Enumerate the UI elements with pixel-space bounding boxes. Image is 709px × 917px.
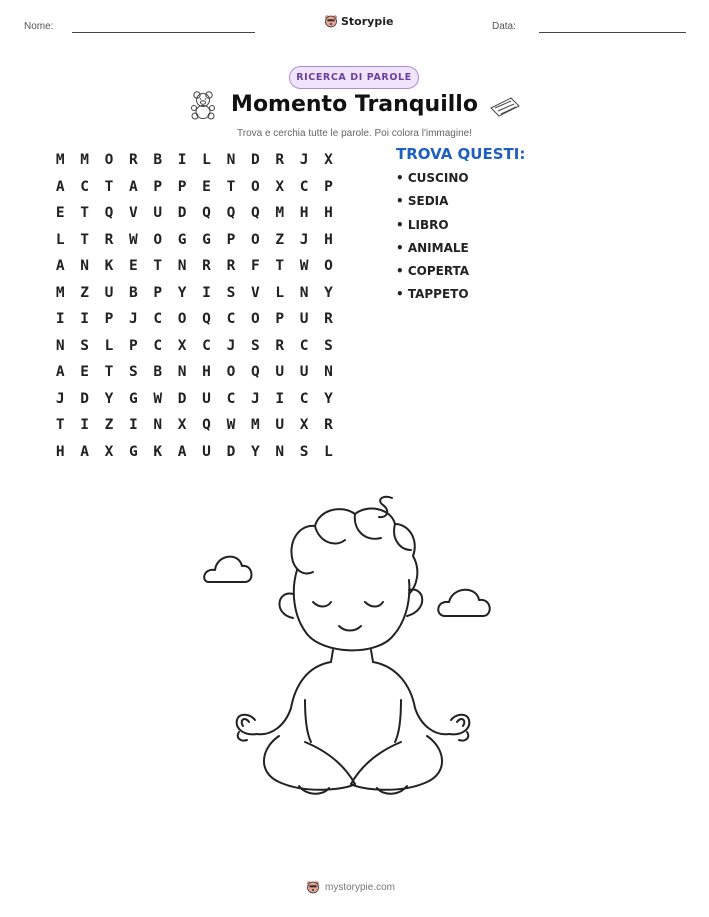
date-line[interactable] bbox=[539, 32, 686, 33]
grid-letter[interactable]: C bbox=[153, 337, 163, 354]
grid-letter[interactable]: O bbox=[226, 364, 236, 381]
word-item: • COPERTA bbox=[396, 264, 470, 279]
word-item: • ANIMALE bbox=[396, 240, 469, 255]
grid-letter[interactable]: A bbox=[177, 443, 187, 460]
grid-letter[interactable]: Z bbox=[80, 284, 89, 301]
grid-letter[interactable]: G bbox=[129, 390, 138, 407]
grid-letter[interactable]: P bbox=[153, 178, 163, 195]
grid-letter[interactable]: D bbox=[250, 152, 260, 169]
grid-letter[interactable]: Y bbox=[104, 390, 114, 407]
grid-letter[interactable]: R bbox=[226, 258, 236, 275]
grid-letter[interactable]: A bbox=[129, 178, 138, 195]
grid-letter[interactable]: S bbox=[250, 337, 260, 354]
grid-letter[interactable]: U bbox=[299, 311, 309, 328]
grid-letter[interactable]: B bbox=[153, 152, 163, 169]
grid-letter[interactable]: N bbox=[177, 258, 187, 275]
name-line[interactable] bbox=[72, 32, 255, 33]
word-item: • SEDIA bbox=[396, 194, 449, 209]
grid-letter[interactable]: S bbox=[324, 337, 333, 354]
grid-letter[interactable]: U bbox=[202, 443, 211, 460]
grid-letter[interactable]: W bbox=[226, 417, 236, 434]
grid-letter[interactable]: X bbox=[104, 443, 114, 460]
grid-letter[interactable]: M bbox=[55, 284, 65, 301]
grid-letter[interactable]: A bbox=[55, 258, 65, 275]
grid-letter[interactable]: D bbox=[80, 390, 89, 407]
grid-letter[interactable]: O bbox=[250, 311, 260, 328]
grid-letter[interactable]: Y bbox=[177, 284, 187, 301]
grid-letter[interactable]: C bbox=[153, 311, 163, 328]
grid-letter[interactable]: O bbox=[324, 258, 333, 275]
grid-letter[interactable]: Z bbox=[275, 231, 285, 248]
grid-letter[interactable]: S bbox=[299, 443, 309, 460]
grid-letter[interactable]: N bbox=[226, 152, 236, 169]
grid-letter[interactable]: Y bbox=[324, 284, 333, 301]
grid-letter[interactable]: Y bbox=[324, 390, 333, 407]
grid-letter[interactable]: Q bbox=[250, 205, 260, 222]
grid-letter[interactable]: Q bbox=[104, 205, 114, 222]
blanket-icon bbox=[489, 96, 521, 118]
grid-letter[interactable]: T bbox=[275, 258, 285, 275]
grid-letter[interactable]: U bbox=[104, 284, 114, 301]
instructions: Trova e cerchia tutte le parole. Poi colora l'immagine! bbox=[237, 128, 472, 139]
grid-letter[interactable]: X bbox=[324, 152, 333, 169]
grid-letter[interactable]: X bbox=[299, 417, 309, 434]
grid-letter[interactable]: P bbox=[226, 231, 236, 248]
grid-letter[interactable]: Y bbox=[250, 443, 260, 460]
grid-letter[interactable]: U bbox=[153, 205, 163, 222]
grid-letter[interactable]: J bbox=[226, 337, 236, 354]
grid-letter[interactable]: H bbox=[202, 364, 211, 381]
grid-letter[interactable]: B bbox=[129, 284, 138, 301]
name-label: Nome: bbox=[24, 21, 54, 32]
grid-letter[interactable]: N bbox=[153, 417, 163, 434]
grid-letter[interactable]: R bbox=[202, 258, 211, 275]
grid-row bbox=[48, 412, 341, 439]
grid-letter[interactable]: X bbox=[275, 178, 285, 195]
grid-letter[interactable]: I bbox=[80, 311, 89, 328]
grid-letter[interactable]: Q bbox=[202, 205, 211, 222]
grid-row bbox=[48, 333, 341, 360]
grid-row bbox=[48, 280, 341, 307]
grid-letter[interactable]: T bbox=[226, 178, 236, 195]
grid-letter[interactable]: H bbox=[299, 205, 309, 222]
grid-letter[interactable]: E bbox=[202, 178, 211, 195]
grid-letter[interactable]: L bbox=[202, 152, 211, 169]
grid-row bbox=[48, 174, 341, 201]
grid-letter[interactable]: H bbox=[324, 231, 333, 248]
bear-logo-icon bbox=[324, 14, 338, 28]
grid-letter[interactable]: P bbox=[104, 311, 114, 328]
grid-letter[interactable]: I bbox=[275, 390, 285, 407]
grid-letter[interactable]: R bbox=[275, 337, 285, 354]
grid-letter[interactable]: J bbox=[299, 152, 309, 169]
grid-letter[interactable]: C bbox=[80, 178, 89, 195]
grid-letter[interactable]: C bbox=[226, 311, 236, 328]
grid-letter[interactable]: L bbox=[55, 231, 65, 248]
grid-letter[interactable]: M bbox=[80, 152, 89, 169]
brand-logo bbox=[324, 14, 393, 28]
grid-letter[interactable]: J bbox=[299, 231, 309, 248]
grid-letter[interactable]: P bbox=[275, 311, 285, 328]
brand-name: Storypie bbox=[341, 14, 394, 28]
grid-letter[interactable]: D bbox=[226, 443, 236, 460]
grid-letter[interactable]: S bbox=[80, 337, 89, 354]
footer bbox=[306, 880, 395, 894]
grid-letter[interactable]: N bbox=[324, 364, 333, 381]
grid-letter[interactable]: I bbox=[202, 284, 211, 301]
grid-letter[interactable]: R bbox=[129, 152, 138, 169]
grid-letter[interactable]: H bbox=[324, 205, 333, 222]
grid-letter[interactable]: N bbox=[275, 443, 285, 460]
grid-letter[interactable]: Q bbox=[250, 364, 260, 381]
grid-letter[interactable]: R bbox=[275, 152, 285, 169]
word-item: • CUSCINO bbox=[396, 171, 469, 185]
grid-letter[interactable]: E bbox=[129, 258, 138, 275]
grid-letter[interactable]: S bbox=[226, 284, 236, 301]
word-list-title: TROVA QUESTI: bbox=[396, 145, 526, 163]
grid-letter[interactable]: J bbox=[250, 390, 260, 407]
grid-letter[interactable]: C bbox=[299, 390, 309, 407]
footer-url[interactable]: mystorypie.com bbox=[325, 881, 396, 893]
page-title: Momento Tranquillo bbox=[231, 92, 478, 117]
grid-letter[interactable]: U bbox=[275, 364, 285, 381]
grid-letter[interactable]: R bbox=[324, 311, 333, 328]
grid-letter[interactable]: A bbox=[55, 364, 65, 381]
grid-letter[interactable]: U bbox=[202, 390, 211, 407]
grid-row bbox=[48, 439, 341, 466]
grid-letter[interactable]: U bbox=[275, 417, 285, 434]
grid-letter[interactable]: I bbox=[55, 311, 65, 328]
grid-letter[interactable]: O bbox=[177, 311, 187, 328]
word-item: • LIBRO bbox=[396, 217, 449, 232]
grid-letter[interactable]: L bbox=[324, 443, 333, 460]
grid-letter[interactable]: N bbox=[80, 258, 89, 275]
grid-letter[interactable]: A bbox=[55, 178, 65, 195]
grid-row bbox=[48, 227, 341, 254]
grid-letter[interactable]: T bbox=[55, 417, 65, 434]
grid-letter[interactable]: B bbox=[153, 364, 163, 381]
grid-letter[interactable]: V bbox=[250, 284, 260, 301]
grid-letter[interactable]: D bbox=[177, 205, 187, 222]
grid-letter[interactable]: I bbox=[129, 417, 138, 434]
grid-letter[interactable]: Q bbox=[202, 417, 211, 434]
grid-letter[interactable]: E bbox=[80, 364, 89, 381]
grid-letter[interactable]: O bbox=[250, 178, 260, 195]
meditating-child-illustration bbox=[195, 490, 515, 810]
grid-letter[interactable]: W bbox=[129, 231, 138, 248]
grid-letter[interactable]: E bbox=[55, 205, 65, 222]
grid-letter[interactable]: T bbox=[80, 205, 89, 222]
grid-letter[interactable]: T bbox=[153, 258, 163, 275]
grid-row bbox=[48, 386, 341, 413]
grid-letter[interactable]: Q bbox=[202, 311, 211, 328]
grid-letter[interactable]: F bbox=[250, 258, 260, 275]
bear-logo-icon bbox=[306, 880, 320, 894]
grid-letter[interactable]: T bbox=[104, 178, 114, 195]
grid-row bbox=[48, 147, 341, 174]
word-search-grid bbox=[48, 147, 341, 465]
cloud-right-icon bbox=[438, 590, 489, 616]
grid-letter[interactable]: L bbox=[275, 284, 285, 301]
grid-letter[interactable]: N bbox=[299, 284, 309, 301]
grid-letter[interactable]: P bbox=[129, 337, 138, 354]
grid-letter[interactable]: T bbox=[80, 231, 89, 248]
grid-letter[interactable]: H bbox=[55, 443, 65, 460]
word-list bbox=[396, 171, 469, 311]
grid-letter[interactable]: J bbox=[55, 390, 65, 407]
grid-letter[interactable]: L bbox=[104, 337, 114, 354]
grid-row bbox=[48, 306, 341, 333]
grid-letter[interactable]: P bbox=[153, 284, 163, 301]
grid-letter[interactable]: C bbox=[226, 390, 236, 407]
grid-letter[interactable]: J bbox=[129, 311, 138, 328]
grid-letter[interactable]: X bbox=[177, 337, 187, 354]
grid-letter[interactable]: I bbox=[177, 152, 187, 169]
grid-letter[interactable]: V bbox=[129, 205, 138, 222]
grid-letter[interactable]: D bbox=[177, 390, 187, 407]
grid-letter[interactable]: T bbox=[104, 364, 114, 381]
grid-letter[interactable]: U bbox=[299, 364, 309, 381]
grid-letter[interactable]: Z bbox=[104, 417, 114, 434]
grid-letter[interactable]: R bbox=[324, 417, 333, 434]
grid-letter[interactable]: W bbox=[153, 390, 163, 407]
grid-letter[interactable]: K bbox=[153, 443, 163, 460]
grid-letter[interactable]: P bbox=[177, 178, 187, 195]
grid-letter[interactable]: M bbox=[250, 417, 260, 434]
grid-letter[interactable]: S bbox=[129, 364, 138, 381]
grid-letter[interactable]: G bbox=[202, 231, 211, 248]
grid-letter[interactable]: W bbox=[299, 258, 309, 275]
grid-letter[interactable]: N bbox=[55, 337, 65, 354]
grid-letter[interactable]: K bbox=[104, 258, 114, 275]
grid-letter[interactable]: M bbox=[55, 152, 65, 169]
grid-letter[interactable]: A bbox=[80, 443, 89, 460]
grid-letter[interactable]: R bbox=[104, 231, 114, 248]
grid-letter[interactable]: X bbox=[177, 417, 187, 434]
grid-letter[interactable]: C bbox=[202, 337, 211, 354]
grid-letter[interactable]: G bbox=[129, 443, 138, 460]
grid-letter[interactable]: P bbox=[324, 178, 333, 195]
cloud-left-icon bbox=[204, 557, 251, 582]
grid-letter[interactable]: I bbox=[80, 417, 89, 434]
grid-letter[interactable]: M bbox=[275, 205, 285, 222]
grid-letter[interactable]: G bbox=[177, 231, 187, 248]
word-item: • TAPPETO bbox=[396, 287, 469, 302]
category-badge: RICERCA DI PAROLE bbox=[289, 66, 419, 89]
grid-letter[interactable]: O bbox=[250, 231, 260, 248]
grid-row bbox=[48, 253, 341, 280]
grid-letter[interactable]: C bbox=[299, 337, 309, 354]
grid-letter[interactable]: Q bbox=[226, 205, 236, 222]
date-label: Data: bbox=[492, 21, 516, 32]
grid-letter[interactable]: O bbox=[104, 152, 114, 169]
grid-letter[interactable]: O bbox=[153, 231, 163, 248]
grid-row bbox=[48, 359, 341, 386]
grid-letter[interactable]: C bbox=[299, 178, 309, 195]
grid-letter[interactable]: N bbox=[177, 364, 187, 381]
grid-row bbox=[48, 200, 341, 227]
